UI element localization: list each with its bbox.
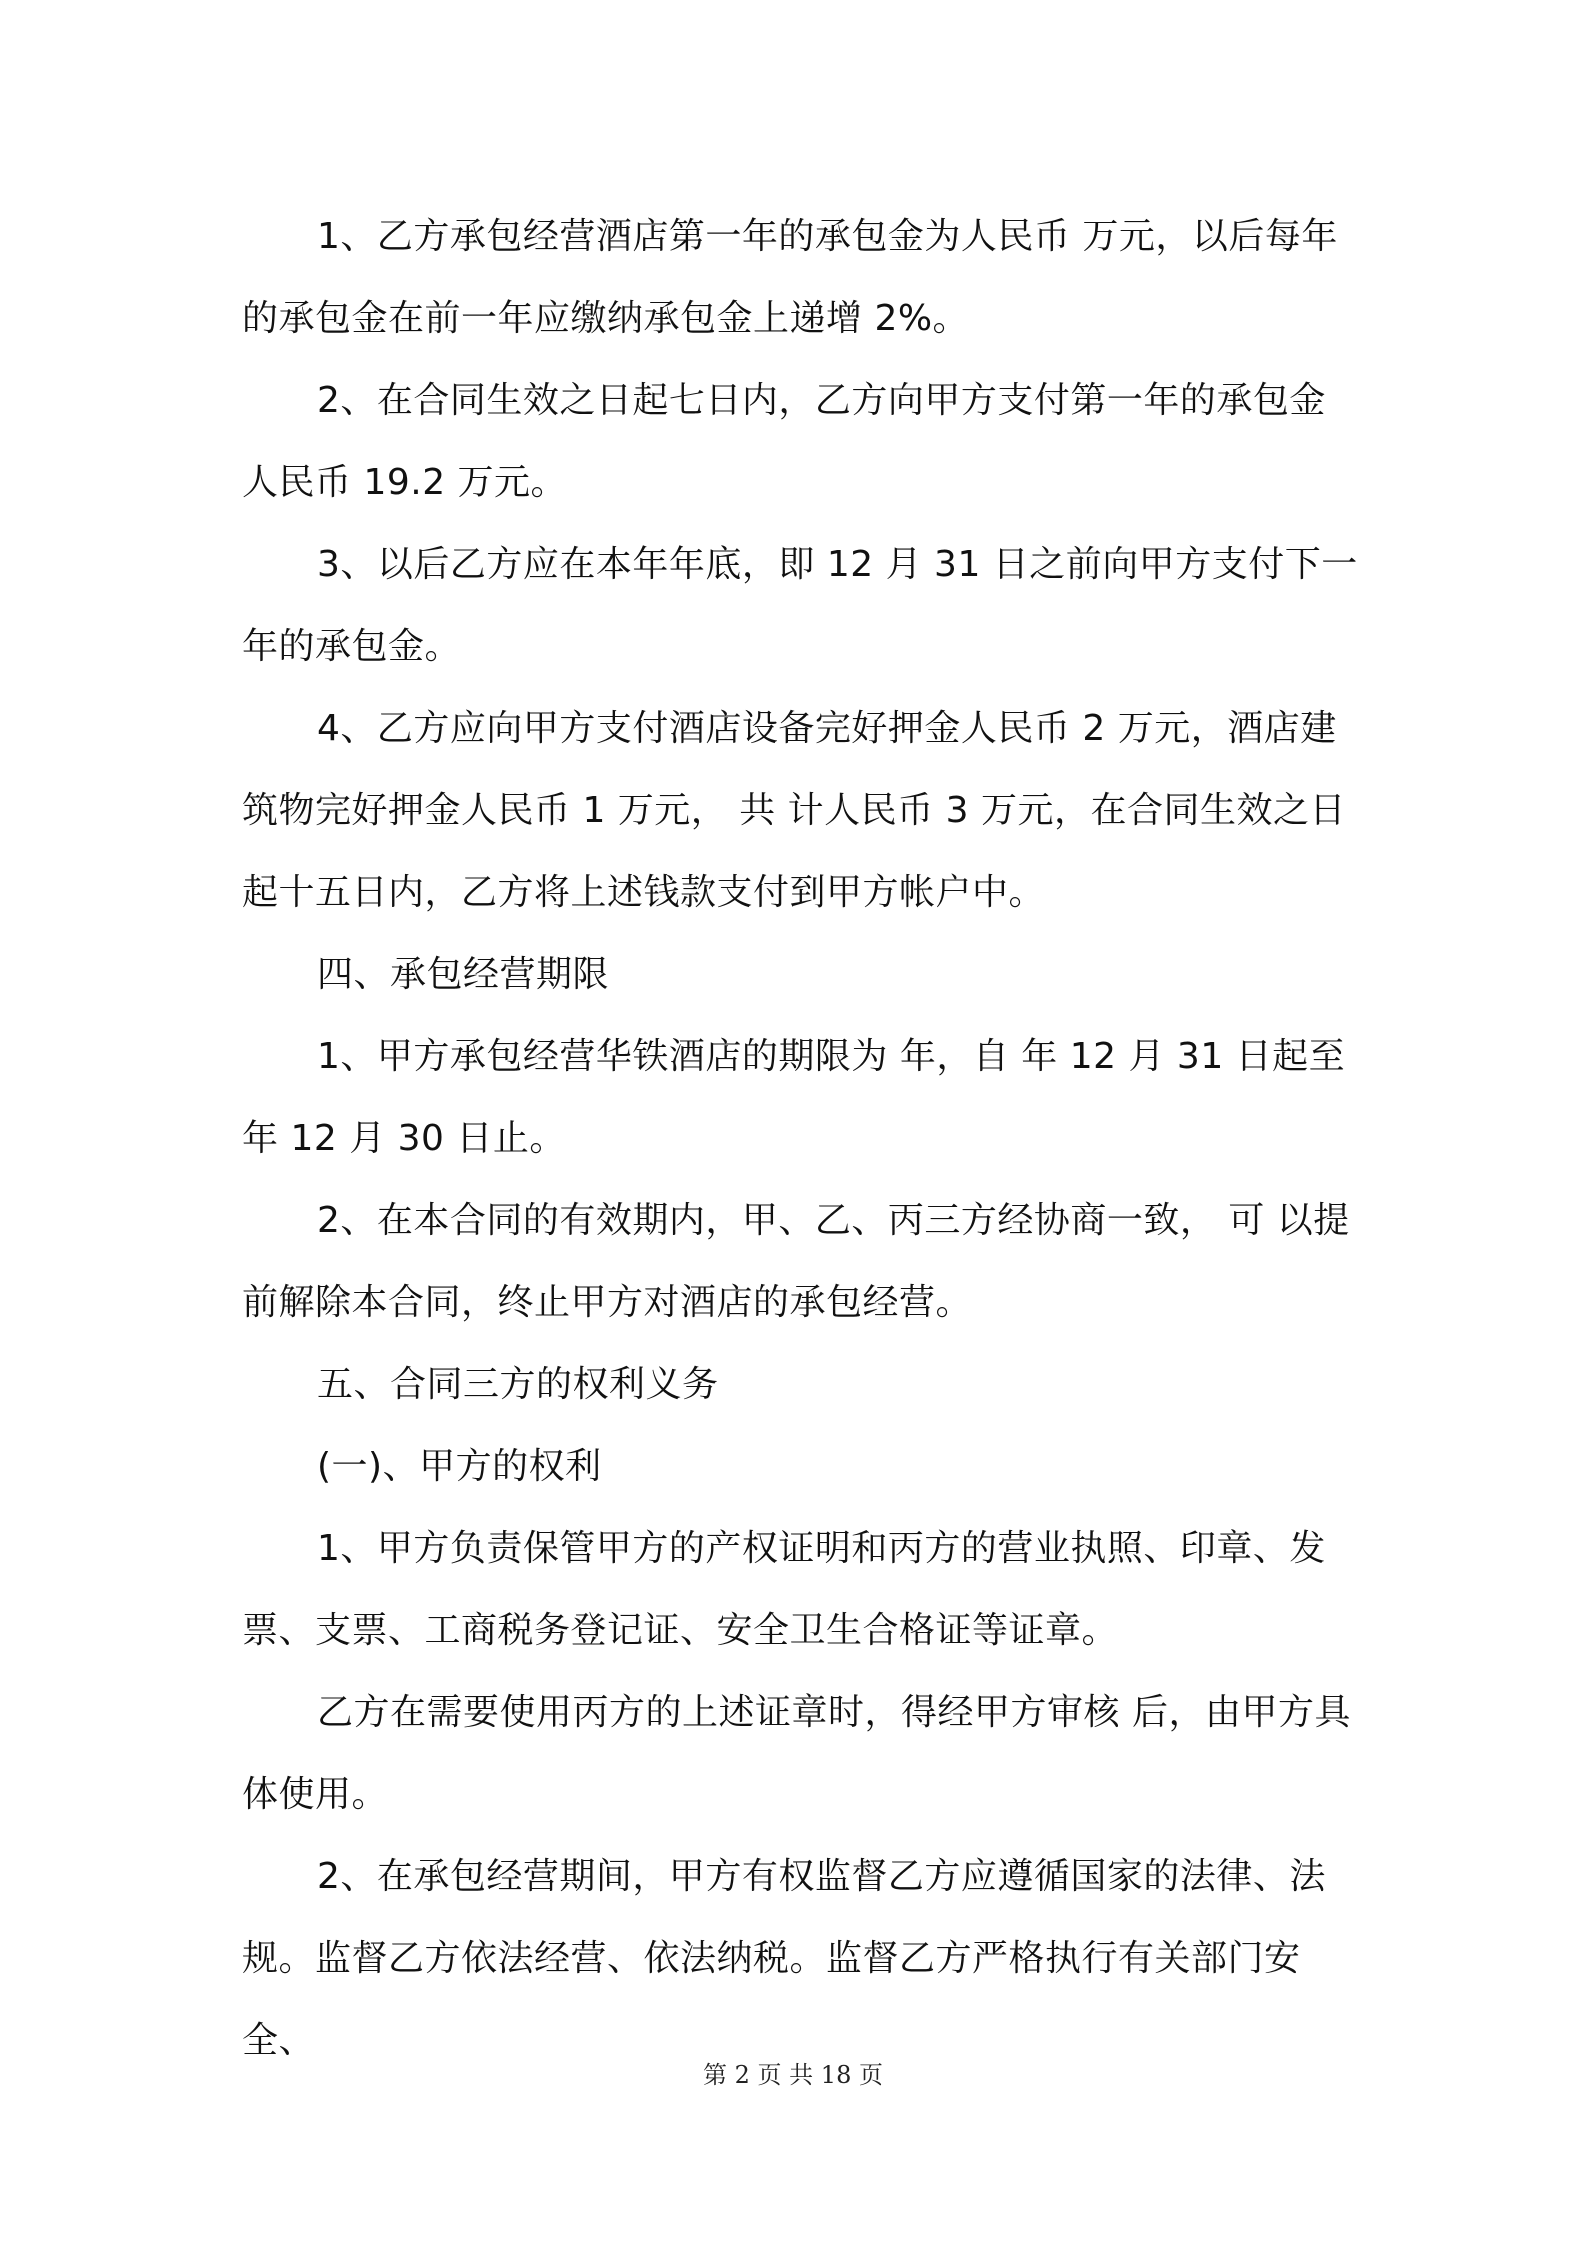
- paragraph-deposit: 4、乙方应向甲方支付酒店设备完好押金人民币 2 万元，酒店建筑物完好押金人民币 1 万元， 共 计人民币 3 万元，在合同生效之日起十五日内，乙方将上述钱款支付到甲方帐户中。: [242, 708, 1346, 913]
- section-heading-rights: 五、合同三方的权利义务: [317, 1364, 719, 1405]
- section-heading-term: 四、承包经营期限: [317, 954, 610, 995]
- paragraph-first-payment: 2、在合同生效之日起七日内，乙方向甲方支付第一年的承包金人民币 19.2 万元。: [242, 380, 1326, 503]
- paragraph-annual-payment: 3、以后乙方应在本年年底，即 12 月 31 日之前向甲方支付下一年的承包金。: [242, 544, 1358, 667]
- page-number-footer: 第 2 页 共 18 页: [703, 2061, 883, 2089]
- document-body: [242, 196, 1362, 2082]
- paragraph-certificate-usage: 乙方在需要使用丙方的上述证章时，得经甲方审核 后，由甲方具体使用。: [242, 1692, 1351, 1815]
- paragraph-early-termination: 2、在本合同的有效期内，甲、乙、丙三方经协商一致， 可 以提前解除本合同，终止甲方对酒店的承包经营。: [242, 1200, 1350, 1323]
- paragraph-custody-of-certificates: 1、甲方负责保管甲方的产权证明和丙方的营业执照、印章、发票、支票、工商税务登记证、安全卫生合格证等证章。: [242, 1528, 1326, 1651]
- paragraph-term-period: 1、甲方承包经营华铁酒店的期限为 年，自 年 12 月 31 日起至 年 12 月 30 日止。: [242, 1036, 1358, 1159]
- subsection-heading-party-a-rights: (一)、甲方的权利: [317, 1446, 602, 1487]
- paragraph-supervision: 2、在承包经营期间，甲方有权监督乙方应遵循国家的法律、法规。监督乙方依法经营、依法纳税。监督乙方严格执行有关部门安全、: [242, 1856, 1326, 2061]
- paragraph-contract-fee: 1、乙方承包经营酒店第一年的承包金为人民币 万元，以后每年的承包金在前一年应缴纳承包金上递增 2%。: [242, 216, 1338, 339]
